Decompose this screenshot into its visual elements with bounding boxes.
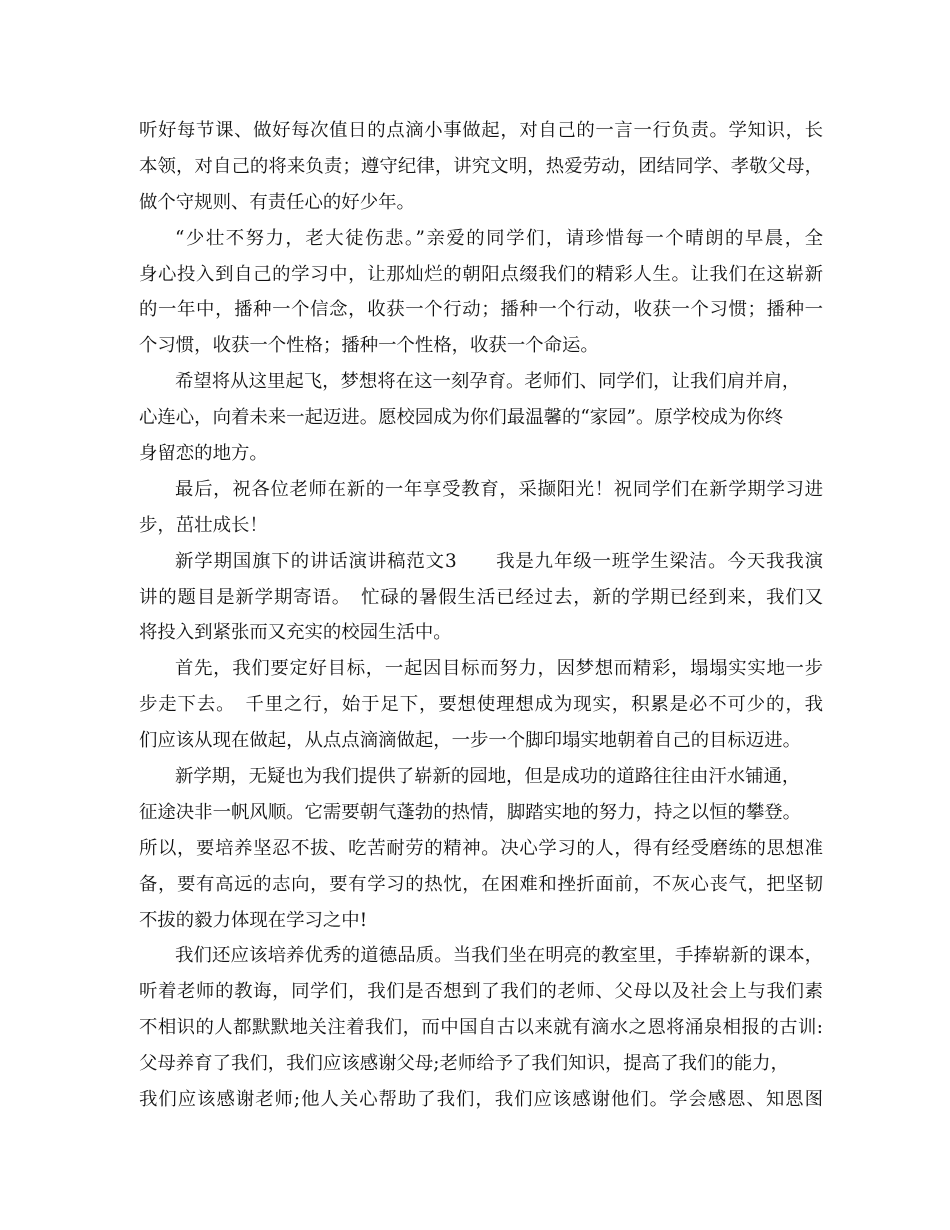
text-line: 心连心，向着未来一起迈进。愿校园成为你们最温馨的“家园”。原学校成为你终 <box>139 407 784 429</box>
text-line: 讲的题目是新学期寄语。 忙碌的暑假生活已经过去，新的学期已经到来，我们又 <box>139 586 823 608</box>
text-line: 最后，祝各位老师在新的一年享受教育，采撷阳光！祝同学们在新学期学习进 <box>175 478 823 500</box>
text-line: 征途决非一帆风顺。它需要朝气蓬勃的热情，脚踏实地的努力，持之以恒的攀登。 <box>139 801 802 823</box>
text-line: 听好每节课、做好每次值日的点滴小事做起，对自己的一言一行负责。学知识，长 <box>139 120 823 141</box>
text-line: 不拔的毅力体现在学习之中! <box>139 909 368 931</box>
text-line: 本领，对自己的将来负责；遵守纪律，讲究文明，热爱劳动，团结同学、孝敬父母， <box>139 155 823 177</box>
text-line: 父母养育了我们，我们应该感谢父母;老师给予了我们知识，提高了我们的能力， <box>139 1053 789 1075</box>
text-line: 希望将从这里起飞，梦想将在这一刻孕育。老师们、同学们，让我们肩并肩， <box>175 371 801 393</box>
text-line: 身留恋的地方。 <box>139 443 268 465</box>
text-line: 不相识的人都默默地关注着我们，而中国自古以来就有滴水之恩将涌泉相报的古训: <box>139 1017 823 1039</box>
text-line: 我们应该感谢老师;他人关心帮助了我们，我们应该感谢他们。学会感恩、知恩图 <box>139 1089 823 1111</box>
text-line: 将投入到紧张而又充实的校园生活中。 <box>139 622 452 644</box>
text-line: 新学期，无疑也为我们提供了崭新的园地，但是成功的道路往往由汗水铺通， <box>175 766 801 788</box>
text-line: 听着老师的教诲，同学们，我们是否想到了我们的老师、父母以及社会上与我们素 <box>139 981 823 1003</box>
text-line: 步走下去。 千里之行，始于足下，要想使理想成为现实，积累是必不可少的，我 <box>139 694 823 716</box>
text-line: 们应该从现在做起，从点点滴滴做起，一步一个脚印塌实地朝着自己的目标迈进。 <box>139 730 802 752</box>
text-line: 备，要有高远的志向，要有学习的热忱，在困难和挫折面前，不灰心丧气，把坚韧 <box>139 873 823 895</box>
text-line: 个习惯，收获一个性格；播种一个性格，收获一个命运。 <box>139 335 599 357</box>
text-line: 首先，我们要定好目标，一起因目标而努力，因梦想而精彩，塌塌实实地一步 <box>175 658 823 680</box>
body-text <box>139 113 823 1118</box>
text-line: “少壮不努力，老大徒伤悲。”亲爱的同学们，请珍惜每一个晴朗的早晨，全 <box>175 227 823 249</box>
text-line: 我们还应该培养优秀的道德品质。当我们坐在明亮的教室里，手捧崭新的课本， <box>175 945 823 967</box>
text-line: 所以，要培养坚忍不拔、吃苦耐劳的精神。决心学习的人，得有经受磨练的思想准 <box>139 837 823 859</box>
text-line: 的一年中，播种一个信念，收获一个行动；播种一个行动，收获一个习惯；播种一 <box>139 299 823 321</box>
text-line: 步，茁壮成长！ <box>139 514 268 536</box>
text-line: 做个守规则、有责任心的好少年。 <box>139 191 415 213</box>
text-line: 身心投入到自己的学习中，让那灿烂的朝阳点缀我们的精彩人生。让我们在这崭新 <box>139 263 823 285</box>
text-line: 新学期国旗下的讲话演讲稿范文3 我是九年级一班学生梁洁。今天我我演 <box>175 550 823 572</box>
